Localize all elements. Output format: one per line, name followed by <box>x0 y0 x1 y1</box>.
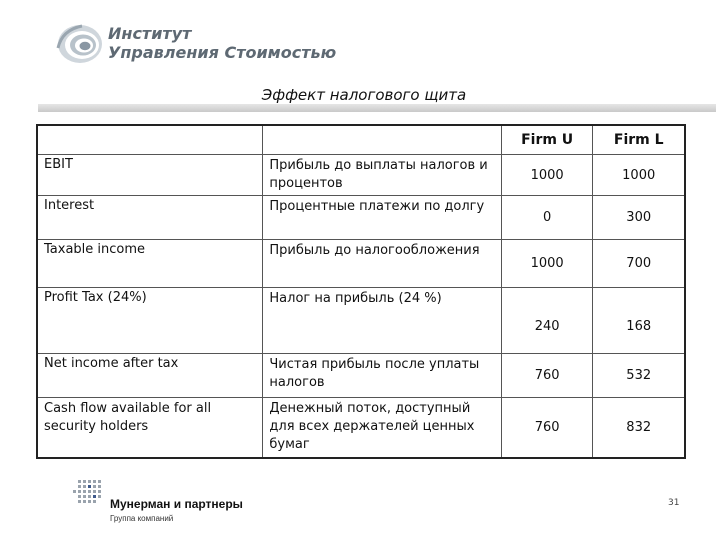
row-label-ru: Чистая прибыль после уплаты налогов <box>263 354 501 398</box>
tax-shield-table <box>36 124 686 459</box>
table-header-row <box>37 125 685 155</box>
header-cell-firm-l: Firm L <box>593 125 685 155</box>
table-row <box>37 354 685 398</box>
firm-u-value: 1000 <box>501 155 593 196</box>
firm-u-value: 240 <box>501 288 593 354</box>
firm-l-value: 168 <box>593 288 685 354</box>
firm-u-value: 1000 <box>501 240 593 288</box>
firm-l-value: 832 <box>593 398 685 458</box>
firm-u-value: 760 <box>501 354 593 398</box>
page-number: 31 <box>668 498 680 508</box>
spiral-logo-icon <box>52 18 104 66</box>
row-label-ru: Денежный поток, доступный для всех держателей ценных бумаг <box>263 398 501 458</box>
row-label-ru: Прибыль до выплаты налогов и процентов <box>263 155 501 196</box>
logo-line-1: Институт <box>108 24 192 43</box>
header-cell-ru <box>263 125 501 155</box>
row-label-ru: Прибыль до налогообложения <box>263 240 501 288</box>
firm-l-value: 532 <box>593 354 685 398</box>
firm-u-value: 760 <box>501 398 593 458</box>
table-row <box>37 288 685 354</box>
logo-line-2: Управления Стоимостью <box>108 43 337 62</box>
table-row <box>37 196 685 240</box>
table-row <box>37 155 685 196</box>
header-cell-en <box>37 125 263 155</box>
row-label-en: Profit Tax (24%) <box>37 288 263 354</box>
row-label-en: Taxable income <box>37 240 263 288</box>
firm-l-value: 1000 <box>593 155 685 196</box>
firm-u-value: 0 <box>501 196 593 240</box>
company-name: Мунерман и партнеры <box>110 497 243 511</box>
header-cell-firm-u: Firm U <box>501 125 593 155</box>
row-label-ru: Налог на прибыль (24 %) <box>263 288 501 354</box>
institute-logo-text <box>108 24 336 62</box>
dot-grid-logo-icon <box>70 476 114 512</box>
table-row <box>37 398 685 458</box>
firm-l-value: 300 <box>593 196 685 240</box>
firm-l-value: 700 <box>593 240 685 288</box>
table-row <box>37 240 685 288</box>
company-subtitle: Группа компаний <box>110 514 174 523</box>
slide-title: Эффект налогового щита <box>261 86 467 104</box>
title-divider-bar <box>38 104 716 112</box>
row-label-en: Cash flow available for all security holders <box>37 398 263 458</box>
row-label-en: Interest <box>37 196 263 240</box>
row-label-ru: Процентные платежи по долгу <box>263 196 501 240</box>
row-label-en: EBIT <box>37 155 263 196</box>
row-label-en: Net income after tax <box>37 354 263 398</box>
